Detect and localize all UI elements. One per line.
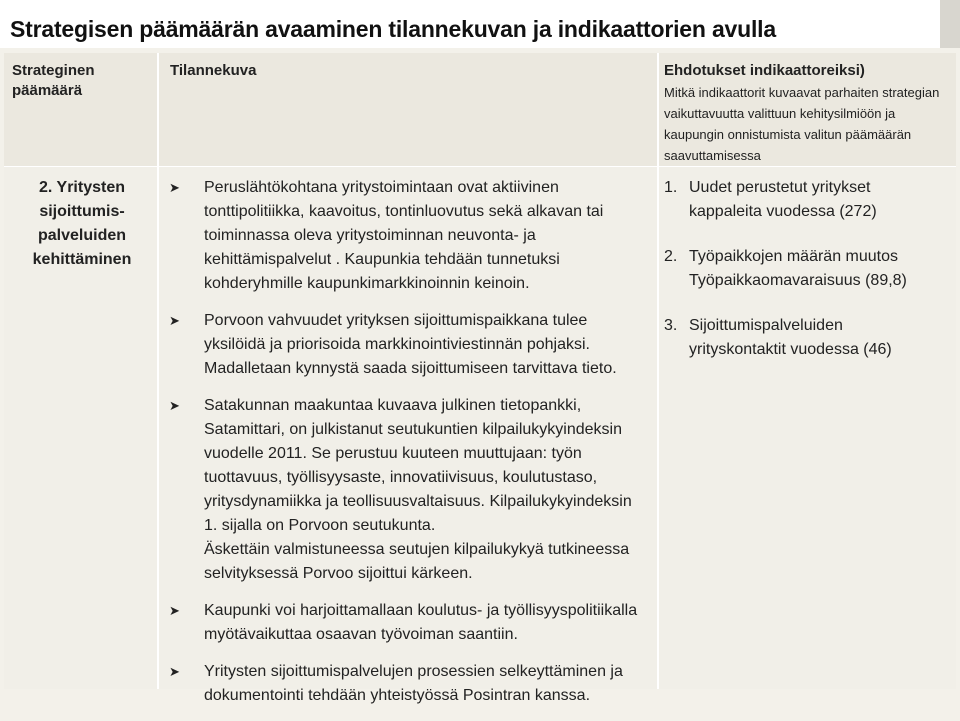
strategy-table (4, 53, 956, 704)
indicator-number: 2. (664, 248, 678, 265)
arrow-bullet-icon: ➤ (169, 603, 180, 618)
indicator-number: 3. (664, 317, 678, 334)
title-bar (0, 0, 960, 48)
situation-item (169, 394, 659, 586)
arrow-bullet-icon: ➤ (169, 398, 180, 413)
arrow-bullet-icon: ➤ (169, 180, 180, 195)
situation-text: Yritysten sijoittumispalvelujen prosessien selkeyttäminen ja dokumentointi tehdään yhteistyössä Posintran kanssa. (204, 663, 623, 704)
column-divider-1 (157, 53, 159, 689)
header-divider (4, 166, 956, 167)
indicator-item (664, 245, 954, 293)
slide-title: Strategisen päämäärän avaaminen tilannekuvan ja indikaattorien avulla (10, 16, 776, 42)
header-situation: Tilannekuva (170, 62, 257, 79)
strategic-goal: 2. Yritysten sijoittumis-palveluiden kehittäminen (32, 179, 132, 268)
situation-text: Kaupunki voi harjoittamallaan koulutus- ja työllisyyspolitiikalla myötävaikuttaa osaavan työvoiman saantiin. (204, 602, 638, 643)
indicator-number: 1. (664, 179, 678, 196)
indicator-item (664, 176, 954, 224)
situation-text: Peruslähtökohtana yritystoimintaan ovat aktiivinen tonttipolitiikka, kaavoitus, tontinluovutus sekä alkavan tai toiminnassa oleva yritystoiminnan neuvonta- ja kehittämispalvelut . Kaupunkia tehdään tunnetuksi kohderyhmille kaupunkimarkkinoinnin keinoin. (204, 179, 604, 292)
situation-item (169, 660, 659, 708)
indicator-text: Työpaikkojen määrän muutos Työpaikkaomavaraisuus (89,8) (689, 248, 907, 289)
indicator-text: Sijoittumispalveluiden yrityskontaktit vuodessa (46) (689, 317, 892, 358)
arrow-bullet-icon: ➤ (169, 664, 180, 679)
situation-item (169, 309, 659, 381)
situation-text: Satakunnan maakuntaa kuvaava julkinen tietopankki, Satamittari, on julkistanut seutukuntien kilpailukykyindeksin vuodelle 2011. Se perustuu kuuteen muuttujaan: työn tuottavuus, työllisyysaste, innovatiivisuus, koulutustaso, yritysdynamiikka ja teollisuusvaltaisuus. Kilpailukykyindeksin 1. sijalla on Porvoon seutukunta. Äskettäin valmistuneessa seutujen kilpailukykyä tutkineessa selvityksessä Porvoo sijoittui kärkeen. (204, 397, 632, 582)
situation-text: Porvoon vahvuudet yrityksen sijoittumispaikkana tulee yksilöidä ja priorisoida markkinointiviestinnän pohjaksi. Madalletaan kynnystä saada sijoittumiseen tarvittava tieto. (204, 312, 617, 377)
indicator-item (664, 314, 954, 362)
situation-item (169, 599, 659, 647)
indicator-list (664, 176, 954, 383)
situation-list (169, 176, 659, 721)
indicator-text: Uudet perustetut yritykset kappaleita vuodessa (272) (689, 179, 877, 220)
header-strategic-goal: Strateginen päämäärä (12, 62, 95, 99)
arrow-bullet-icon: ➤ (169, 313, 180, 328)
header-indicators: Ehdotukset indikaattoreiksi) (664, 62, 865, 79)
header-indicators-description: Mitkä indikaattorit kuvaavat parhaiten strategian vaikuttavuutta valittuun kehitysilmiöön ja kaupungin onnistumista valitun päämäärän saavuttamisessa (664, 85, 940, 163)
situation-item (169, 176, 659, 296)
